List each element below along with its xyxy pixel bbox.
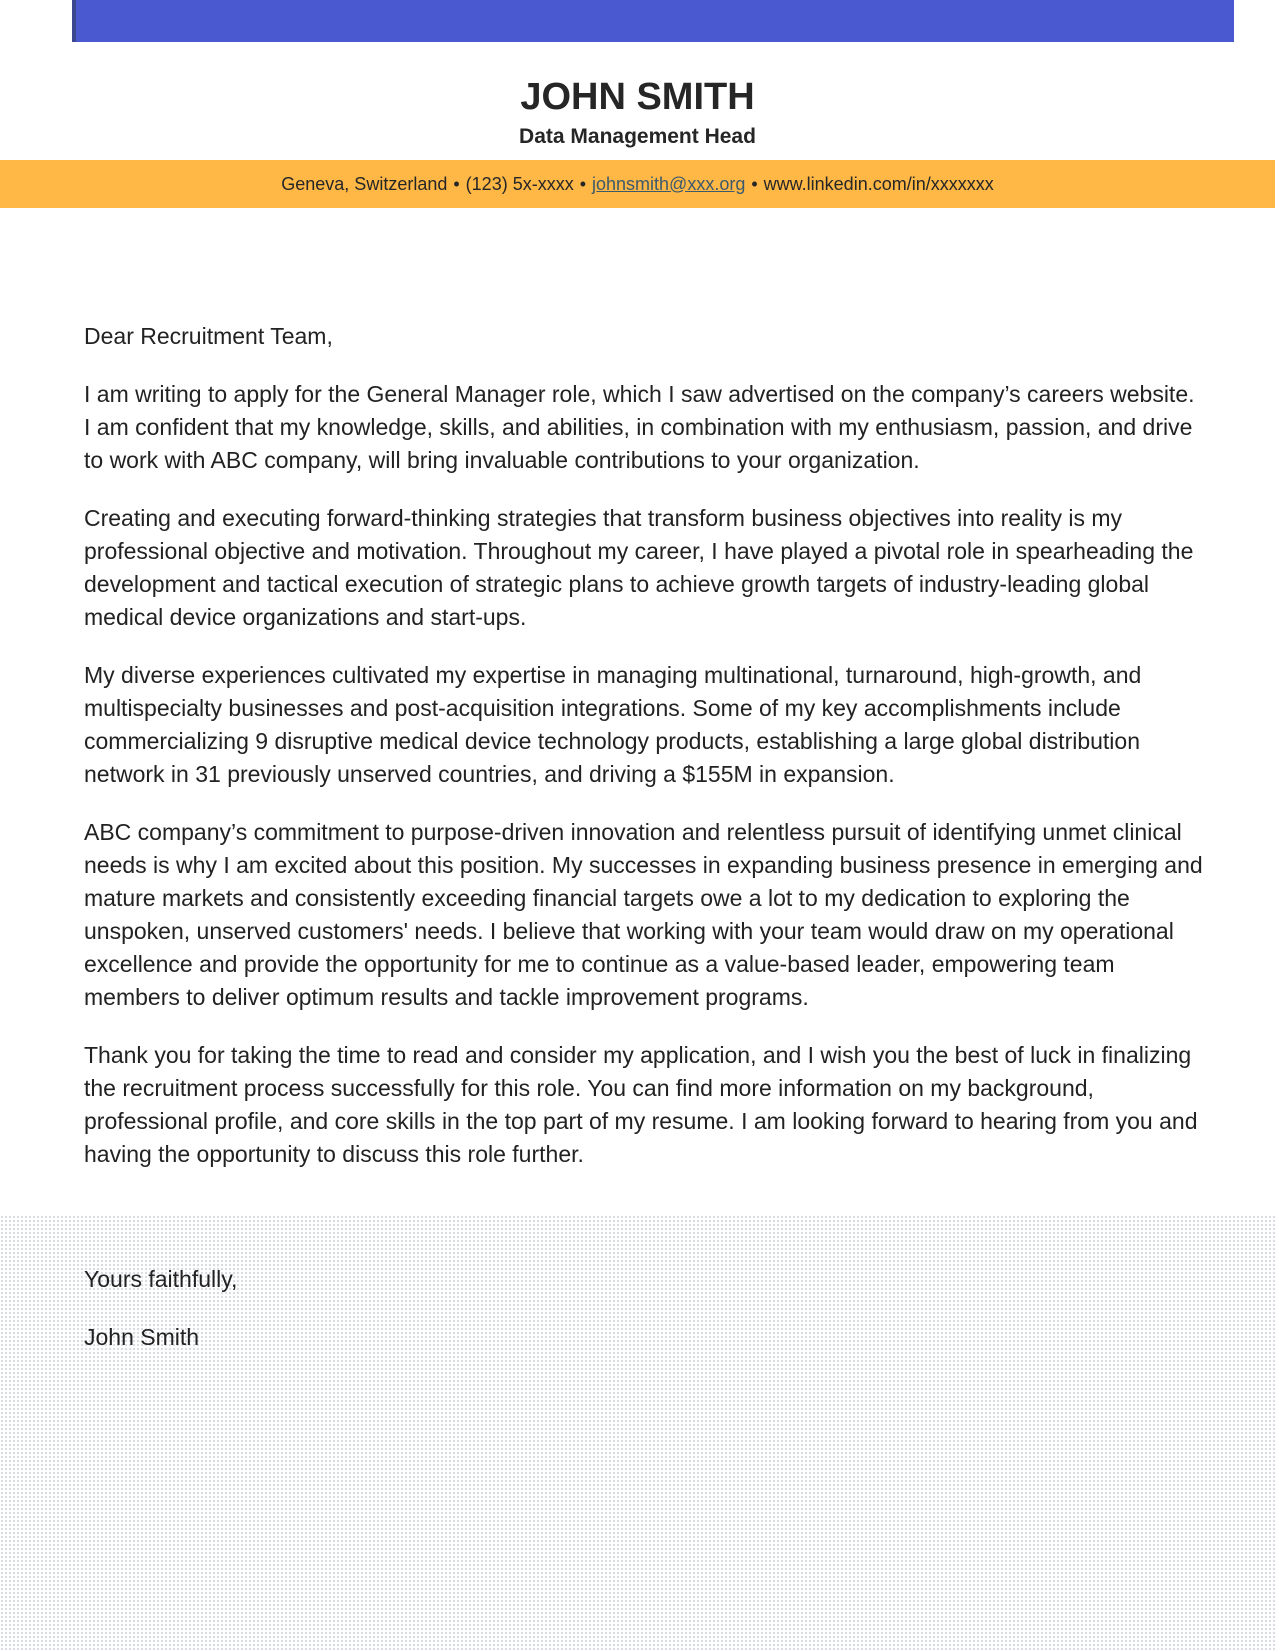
letter-paragraph: Creating and executing forward-thinking strategies that transform business objectives into reality is my professional objective and motivation. Throughout my career, I have played a pivotal role in spearheading the development and tactical execution of strategic plans to achieve growth targets of industry-leading global medical device organizations and start-ups. (84, 505, 1194, 630)
contact-phone: (123) 5x-xxxx (465, 173, 574, 194)
contact-bar (0, 160, 1275, 208)
letter-paragraph: My diverse experiences cultivated my expertise in managing multinational, turnaround, high-growth, and multispecialty businesses and post-acquisition integrations. Some of my key accomplishments include commercializing 9 disruptive medical device technology products, establishing a large global distribution network in 31 previously unserved countries, and driving a $155M in expansion. (84, 662, 1142, 787)
contact-linkedin: www.linkedin.com/in/xxxxxxx (763, 173, 994, 194)
contact-email-link[interactable]: johnsmith@xxx.org (592, 173, 746, 194)
letter-closing: Yours faithfully, (84, 1266, 238, 1292)
top-accent-bar (72, 0, 1234, 42)
contact-location: Geneva, Switzerland (281, 173, 448, 194)
applicant-name: JOHN SMITH (520, 76, 755, 118)
letter-paragraph: Thank you for taking the time to read and consider my application, and I wish you the best of luck in finalizing the recruitment process successfully for this role. You can find more information on my background, professional profile, and core skills in the top part of my resume. I am looking forward to hearing from you and having the opportunity to discuss this role further. (84, 1042, 1198, 1167)
contact-separator: • (751, 173, 758, 194)
applicant-job-title: Data Management Head (519, 125, 756, 148)
contact-separator: • (453, 173, 460, 194)
contact-separator: • (579, 173, 587, 194)
letter-salutation: Dear Recruitment Team, (84, 323, 333, 349)
letter-paragraph: I am writing to apply for the General Manager role, which I saw advertised on the company’s careers website. I am confident that my knowledge, skills, and abilities, in combination with my enthusiasm, passion, and drive to work with ABC company, will bring invaluable contributions to your organization. (84, 381, 1195, 473)
letter-body (84, 320, 1204, 1379)
letter-signature: John Smith (84, 1324, 200, 1350)
letter-paragraph: ABC company’s commitment to purpose-driven innovation and relentless pursuit of identifying unmet clinical needs is why I am excited about this position. My successes in expanding business presence in emerging and mature markets and consistently exceeding financial targets owe a lot to my dedication to exploring the unspoken, unserved customers' needs. I believe that working with your team would draw on my operational excellence and provide the opportunity for me to continue as a value-based leader, empowering team members to deliver optimum results and tackle improvement programs. (84, 819, 1203, 1010)
